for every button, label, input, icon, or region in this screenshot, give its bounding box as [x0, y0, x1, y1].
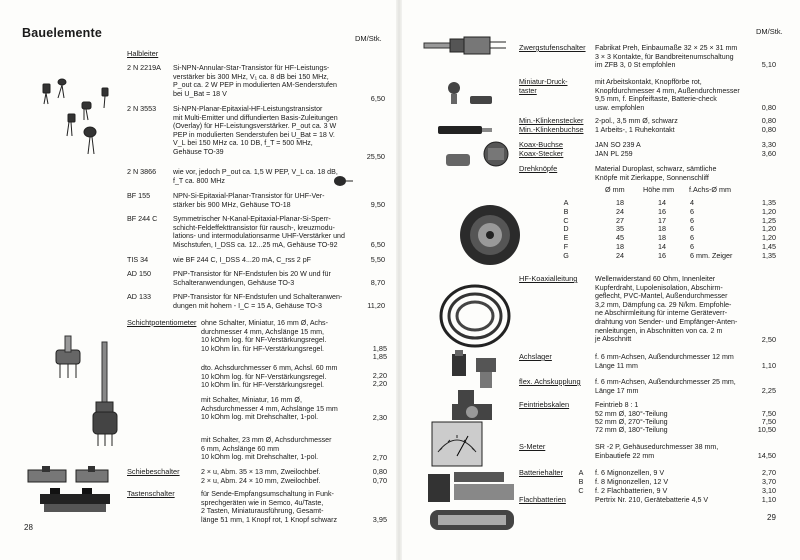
page-number: 28	[24, 523, 33, 532]
battery-holder-description: f. 6 Mignonzellen, 9 V	[595, 468, 665, 477]
knob-height: 16	[658, 250, 666, 260]
pot-price: 1,85	[372, 344, 387, 353]
part-number: AD 133	[127, 292, 151, 301]
key-switch-description: für Sende-Empfangsumschaltung in Funk- sprechgeräten wie in Semco, 4u/Taste, 2 Tasten, Miniaturausführung, Gesamt- länge 51 mm, 1 Knopf rot, 1 Knopf schwarz	[201, 490, 338, 524]
slide-switch-price: 0,70	[372, 476, 387, 485]
part-description: wie BF 244 C, I_DSS 4...20 mA, C_rss 2 pF	[173, 256, 311, 264]
knob-diameter: 18	[616, 198, 624, 207]
part-price: 6,50	[370, 240, 385, 249]
knob-axis: 6	[690, 215, 694, 225]
coax-plug-price: 3,60	[761, 149, 776, 158]
battery-holder-id: A	[578, 468, 584, 477]
part-description: wie vor, jedoch P_out ca. 1,5 W PEP, V_L ca. 18 dB, f_T ca. 800 MHz	[173, 168, 338, 185]
part-number: BF 155	[127, 191, 151, 200]
push-button-description: mit Arbeitskontakt, Knopfförbe rot, Knopfdurchmesser 4 mm, Außendurchmesser 9,5 mm, f. Einpfeiftaste, Batterie-check usw. empfohlen	[595, 78, 740, 112]
potentiometer-small-photo	[48, 322, 96, 384]
knob-axis: 6	[690, 233, 694, 243]
part-price: 8,70	[370, 278, 385, 287]
section-heading-coax-plug: Koax-Stecker	[519, 149, 564, 158]
knob-axis: 6	[690, 206, 694, 216]
axle-coupling-description: f. 6 mm-Achsen, Außendurchmesser 25 mm, Länge 17 mm	[595, 378, 736, 395]
section-heading-coax-cable: HF-Koaxialleitung	[519, 274, 578, 283]
knob-id: B	[563, 206, 569, 216]
battery-holder-price: 3,10	[762, 485, 776, 495]
push-button-photo	[440, 76, 500, 116]
unit-header: DM/Stk.	[355, 34, 382, 43]
flat-battery-price: 1,10	[761, 495, 776, 504]
knob-id: A	[563, 198, 569, 207]
pot-price: 2,20	[372, 371, 387, 380]
key-switch-price: 3,95	[372, 515, 387, 524]
pot-price: 1,85	[372, 352, 387, 361]
knobs-col-diameter: Ø mm	[605, 185, 625, 194]
knob-id: D	[563, 224, 569, 234]
knob-axis: 6	[690, 242, 694, 251]
section-heading-push-button: Miniatur-Druck- taster	[519, 78, 568, 95]
s-meter-price: 14,50	[757, 451, 776, 460]
part-number: 2 N 3553	[127, 104, 157, 113]
section-heading-battery-holder: Batteriehalter	[519, 468, 563, 477]
pot-description: dto. Achsdurchmesser 6 mm, Achsl. 60 mm 10 kOhm log. für NF-Verstärkungsregel. 10 kOhm lin. für HF-Verstärkungsregel.	[201, 364, 338, 390]
knob-diameter: 18	[616, 242, 624, 251]
section-heading-flat-battery: Flachbatterien	[519, 495, 566, 504]
axle-bearing-description: f. 6 mm-Achsen, Außendurchmesser 12 mm Länge 11 mm	[595, 353, 734, 370]
part-number: 2 N 3866	[127, 167, 157, 176]
knob-diameter: 24	[616, 250, 624, 260]
dial-price: 7,50	[761, 417, 776, 426]
dial-item: 52 mm Ø, 270°-Teilung	[595, 418, 668, 426]
left-page	[0, 0, 398, 560]
knob-height: 14	[658, 242, 666, 251]
jack-plug-description: 2-pol., 3,5 mm Ø, schwarz	[595, 117, 678, 125]
part-description: Si-NPN-Planar-Epitaxial-HF-Leistungstransistor mit Multi-Emitter und diffundierten Basis-Zuleitungen (Overlay) für HF-Leistungsverstärker. P_out ca. 3 W PEP in modulierten Senderstufen bei U_Bat = 18 V. V_L bei 150 MHz ca. 10 DB, f_T = 500 MHz, Gehäuse TO-39	[173, 105, 338, 156]
knob-height: 16	[658, 206, 666, 216]
knob-price: 1,20	[762, 224, 776, 234]
knob-id: E	[563, 233, 569, 243]
pot-description: ohne Schalter, Miniatur, 16 mm Ø, Achs- durchmesser 4 mm, Achslänge 15 mm, 10 kOhm log. für NF-Verstärkungsregel. 10 kOhm lin. für HF-Verstärkungsregel.	[201, 319, 328, 353]
part-price: 9,50	[370, 200, 385, 209]
knob-price: 1,35	[762, 198, 776, 207]
knob-diameter: 45	[616, 233, 624, 243]
section-heading-slide-switch: Schiebeschalter	[127, 467, 180, 476]
flat-battery-description: Pertrix Nr. 210, Gerätebatterie 4,5 V	[595, 496, 709, 504]
pot-price: 2,20	[372, 379, 387, 388]
knob-price: 1,35	[762, 250, 776, 260]
battery-holder-price: 3,70	[762, 476, 776, 486]
page-title: Bauelemente	[22, 26, 103, 40]
push-button-price: 0,80	[761, 103, 776, 112]
axle-coupling-price: 2,25	[761, 386, 776, 395]
coax-cable-description: Wellenwiderstand 60 Ohm, Innenleiter Kupferdraht, Lupolenisolation, Abschirm- geflecht, PVC-Mantel, Außendurchmesser 3,2 mm, Dämpfung ca. 29 N/km. Empfohle- ne Abschirmleitung für interne Geräteverr- drahtung von Sender- und Empfänger-Anten- nenleitungen, in Abschnitten von ca. 2 m je Abschnitt	[595, 275, 738, 344]
knob-id: G	[563, 250, 569, 260]
knobs-description: Material Duroplast, schwarz, sämtliche Knöpfe mit Zierkappe, Sonnenschliff	[595, 165, 717, 182]
knob-price: 1,20	[762, 233, 776, 243]
part-number: BF 244 C	[127, 214, 158, 223]
coax-socket-price: 3,30	[761, 140, 776, 149]
battery-holders-photo	[424, 470, 524, 542]
part-number: AD 150	[127, 269, 151, 278]
knob-id: C	[563, 215, 569, 225]
pot-price: 2,70	[372, 453, 387, 462]
part-price: 6,50	[370, 94, 385, 103]
knob-axis: 6	[690, 224, 694, 234]
knobs-col-axis: f.Achs-Ø mm	[689, 185, 731, 194]
knob-height: 18	[658, 233, 666, 243]
pot-description: mit Schalter, 23 mm Ø, Achsdurchmesser 6 mm, Achslänge 60 mm 10 kOhm log. mit Drehschalter, 1-pol.	[201, 436, 332, 462]
part-description: Si-NPN-Annular-Star-Transistor für HF-Leistungs- verstärker bis 300 MHz, V₁ ca. 8 dB bei 150 MHz, P_out ca. 2 W PEP in modulierten AM-Senderstufen bei U_Bat = 18 V	[173, 64, 337, 98]
unit-header: DM/Stk.	[756, 27, 783, 36]
section-heading-dial: Feintriebskalen	[519, 400, 570, 409]
jack-plug-photo	[430, 118, 520, 178]
section-heading-jack-socket: Min.-Klinkenbuchse	[519, 125, 584, 134]
knob-diameter: 24	[616, 206, 624, 216]
battery-holder-price: 2,70	[762, 468, 776, 477]
rotary-switch-price: 5,10	[761, 60, 776, 69]
knob-height: 14	[658, 198, 666, 207]
battery-holder-description: f. 8 Mignonzellen, 12 V	[595, 476, 669, 486]
transistor-photo	[38, 70, 113, 160]
dial-item: 72 mm Ø, 180°-Teilung	[595, 426, 668, 434]
dial-price: 7,50	[761, 409, 776, 418]
coax-plug-description: JAN PL 259	[595, 150, 633, 158]
part-price: 5,50	[370, 255, 385, 264]
dial-price: 10,50	[757, 425, 776, 434]
potentiometer-long-photo	[90, 340, 120, 450]
battery-holder-description: f. 2 Flachbatterien, 9 V	[595, 485, 668, 495]
axle-bearing-price: 1,10	[761, 361, 776, 370]
jack-socket-description: 1 Arbeits-, 1 Ruhekontakt	[595, 126, 675, 134]
coax-socket-description: JAN SO 239 A	[595, 141, 641, 149]
slide-switch-price: 0,80	[372, 467, 387, 476]
section-heading-potentiometers: Schichtpotentiometer	[127, 318, 197, 327]
knobs-col-height: Höhe mm	[643, 185, 675, 194]
dial-intro: Feintrieb 8 : 1	[595, 401, 639, 409]
knob-price: 1,20	[762, 206, 776, 216]
part-description: PNP-Transistor für NF-Endstufen und Schalteranwen- dungen mit hohem - I_C = 15 A, Gehäuse TO-3	[173, 293, 343, 310]
coax-cable-price: 2,50	[761, 335, 776, 344]
knob-axis: 4	[690, 198, 694, 207]
slide-switch-description: 2 × u, Abm. 35 × 13 mm, Zweilochbef. 2 × u, Abm. 24 × 10 mm, Zweilochbef.	[201, 468, 321, 485]
section-heading-axle-bearing: Achslager	[519, 352, 552, 361]
knob-price: 1,45	[762, 242, 776, 251]
knob-axis: 6 mm. Zeiger	[690, 250, 733, 260]
rotary-switch-description: Fabrikat Preh, Einbaumaße 32 × 25 × 31 mm 3 × 3 Kontakte, für Bandbreitenumschaltung im ZFB 3, 0 St empfohlen	[595, 44, 738, 70]
section-heading-jack-plug: Min.-Klinkenstecker	[519, 116, 584, 125]
jack-plug-price: 0,80	[761, 116, 776, 125]
slide-switch-photo	[20, 462, 120, 524]
knob-height: 17	[658, 215, 666, 225]
part-description: PNP-Transistor für NF-Endstufen bis 20 W und für Schalteranwendungen, Gehäuse TO-3	[173, 270, 331, 287]
section-heading-key-switch: Tastenschalter	[127, 489, 175, 498]
knob-height: 18	[658, 224, 666, 234]
knob-id: F	[563, 242, 569, 251]
part-price: 25,50	[366, 152, 385, 161]
part-price: 11,20	[367, 301, 385, 310]
jack-socket-price: 0,80	[761, 125, 776, 134]
knob-diameter: 27	[616, 215, 624, 225]
part-description: Symmetrischer N-Kanal-Epitaxial-Planar-Si-Sperr- schicht-Feldeffekttransistor für rausch-, kreuzmodu- lations- und intermodulationsarme UHF-Verstärker und Mischstufen, I_DSS ca. 12...25 mA, Gehäuse TO-92	[173, 215, 345, 249]
battery-holder-id: C	[578, 485, 584, 495]
knob-price: 1,25	[762, 215, 776, 225]
section-heading-coax-socket: Koax-Buchse	[519, 140, 563, 149]
right-page	[400, 0, 800, 560]
knobs-photo	[440, 180, 540, 270]
rotary-switch-photo	[420, 34, 510, 58]
knob-diameter: 35	[616, 224, 624, 234]
page-number: 29	[767, 513, 776, 522]
section-heading-s-meter: S-Meter	[519, 442, 546, 451]
section-heading-axle-coupling: flex. Achskupplung	[519, 377, 581, 386]
s-meter-description: SR -2 P, Gehäusedurchmesser 38 mm, Einbautiefe 22 mm	[595, 443, 719, 460]
dial-item: 52 mm Ø, 180°-Teilung	[595, 410, 668, 418]
battery-holder-id: B	[578, 476, 584, 486]
part-number: 2 N 2219A	[127, 63, 161, 72]
part-description: NPN-Si-Epitaxial-Planar-Transistor für UHF-Ver- stärker bis 900 MHz, Gehäuse TO-18	[173, 192, 325, 209]
part-number: TIS 34	[127, 255, 149, 264]
pot-description: mit Schalter, Miniatur, 16 mm Ø, Achsdurchmesser 4 mm, Achslänge 15 mm 10 kOhm log. mit Drehschalter, 1-pol.	[201, 396, 338, 422]
pot-price: 2,30	[372, 413, 387, 422]
section-heading-semiconductors: Halbleiter	[127, 49, 159, 58]
section-heading-knobs: Drehknöpfe	[519, 164, 558, 173]
section-heading-rotary-switch: Zwergstufenschalter	[519, 43, 586, 52]
s-meter-photo	[428, 420, 488, 470]
